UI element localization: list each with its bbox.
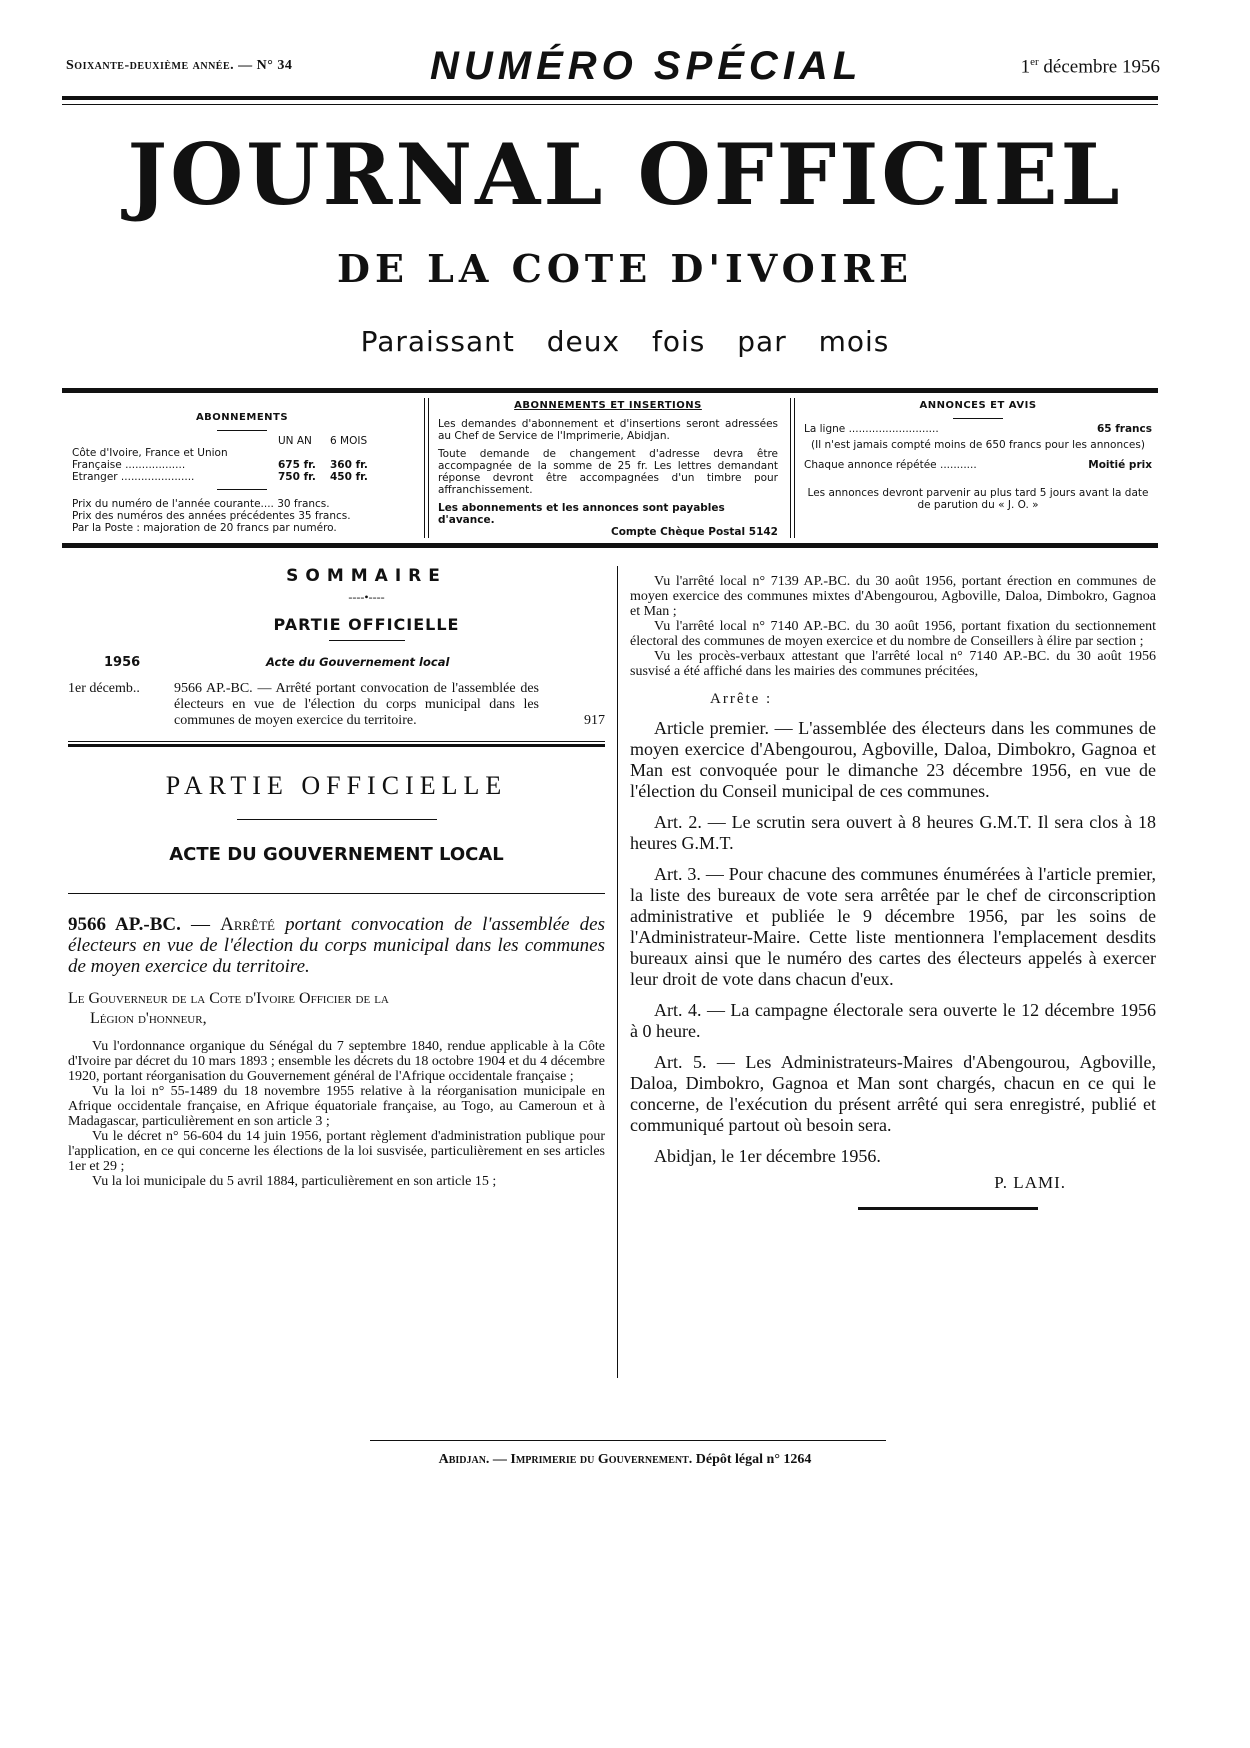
divider: [68, 893, 605, 894]
box-divider: [790, 398, 795, 538]
header-rule-thin: [62, 104, 1158, 105]
article-paragraph: Art. 4. — La campagne électorale sera ouverte le 12 décembre 1956 à 0 heure.: [630, 1000, 1156, 1041]
sommaire-entry: 1er décemb.. 9566 AP.-BC. — Arrêté portant convocation de l'assemblée des électeurs en vue de l'élection du corps municipal dans les communes de moyen exercice du territoire. 917: [68, 681, 605, 728]
sommaire-partie: PARTIE OFFICIELLE: [273, 615, 460, 634]
changement-adresse-text: Toute demande de changement d'adresse devra être accompagnée de la somme de 25 fr. Les lettres demandant réponse devront être accompagnées d'un timbre pour affranchissement.: [438, 448, 778, 496]
price-row: Côte d'Ivoire, France et Union: [72, 447, 228, 459]
article-paragraph: Article premier. — L'assemblée des électeurs dans les communes de moyen exercice d'Abengourou, Agboville, Daloa, Dimbokro, Gagnoa et Man est convoquée pour le dimanche 23 décembre 1956, en vue de l'élection du Conseil municipal de ces communes.: [630, 718, 1156, 801]
imprint-footer: Abidjan. — Imprimerie du Gouvernement. Dépôt légal n° 1264: [438, 1452, 812, 1467]
minimum-note: (Il n'est jamais compté moins de 650 francs pour les annonces): [811, 439, 1145, 451]
annonces-box: [804, 400, 1152, 536]
info-boxes: [72, 394, 1152, 542]
place-date: Abidjan, le 1er décembre 1956.: [654, 1146, 881, 1166]
right-column: [630, 574, 1156, 1210]
issue-header: [60, 44, 1160, 88]
tarif-repetee: Chaque annonce répétée ........... Moitié prix: [804, 459, 1152, 471]
ornament: ----•----: [348, 590, 385, 604]
boxes-top-rule: [62, 388, 1158, 393]
insertions-text: Les demandes d'abonnement et d'insertions seront adressées au Chef de Service de l'Imprimerie, Abidjan.: [438, 418, 778, 442]
visa-paragraph: Vu l'ordonnance organique du Sénégal du 7 septembre 1840, rendue applicable à la Côte d'Ivoire par décret du 10 mars 1893 ; ensemble les décrets du 18 octobre 1904 et du 4 décembre 1920, portant réorganisation du Gouvernement général de l'Afrique occidentale française ;: [68, 1039, 605, 1084]
article-paragraph: Art. 2. — Le scrutin sera ouvert à 8 heures G.M.T. Il sera clos à 18 heures G.M.T.: [630, 812, 1156, 853]
journal-subtitle: DE LA COTE D'IVOIRE: [337, 246, 913, 291]
arrete-label: Arrête :: [710, 691, 773, 707]
abonnements-box: [72, 400, 412, 536]
price-row: Etranger ...................... 750 fr. 450 fr.: [72, 471, 368, 483]
abonnements-heading: ABONNEMENTS: [195, 412, 289, 423]
visas-left: [68, 1039, 605, 1189]
divider: [217, 430, 267, 431]
price-row: Française .................. 675 fr. 360 fr.: [72, 459, 368, 471]
article-paragraph: Art. 3. — Pour chacune des communes énumérées à l'article premier, la liste des bureaux de vote sera arrêtée par le chef de circonscription administrative et publiée le 9 décembre 1956, par les soins de l'Administrateur-Maire. Cette liste mentionnera l'emplacement desdits bureaux ainsi que le numéro des cartes des électeurs appelés à exercer leur droit de vote dans chacun d'eux.: [630, 864, 1156, 989]
article-paragraph: Art. 5. — Les Administrateurs-Maires d'Abengourou, Agboville, Daloa, Dimbokro, Gagnoa et Man sont chargés, chacun en ce qui le concerne, de l'exécution du présent arrêté qui sera enregistré, publié et communiqué partout où besoin sera.: [630, 1052, 1156, 1135]
prix-anciens: Prix des numéros des années précédentes 35 francs.: [72, 510, 351, 522]
price-columns-header: UN AN 6 MOIS: [278, 435, 368, 447]
journal-title: JOURNAL OFFICIEL: [127, 125, 1123, 224]
gouverneur-line: Le Gouverneur de la Cote d'Ivoire Officier de la Légion d'honneur,: [68, 990, 389, 1027]
delai-annonces: Les annonces devront parvenir au plus tard 5 jours avant la date de parution du « J. O. »: [807, 487, 1149, 511]
footer-rule: [370, 1440, 886, 1441]
signature-rule: [858, 1207, 1038, 1210]
page-number: 917: [584, 713, 605, 728]
compte-postal: Compte Chèque Postal 5142: [611, 526, 778, 538]
divider: [217, 489, 267, 490]
left-column: [68, 566, 605, 1189]
visa-paragraph: Vu la loi n° 55-1489 du 18 novembre 1955 relative à la réorganisation municipale en Afrique occidentale française, en Afrique équatoriale française, au Togo, au Cameroun et à Madagascar, particulièrement en son article 3 ;: [68, 1084, 605, 1129]
tarif-ligne: La ligne ........................... 65 francs: [804, 423, 1152, 435]
special-issue-label: NUMÉRO SPÉCIAL: [430, 44, 863, 88]
sommaire-title: SOMMAIRE: [286, 566, 447, 586]
visa-paragraph: Vu l'arrêté local n° 7139 AP.-BC. du 30 août 1956, portant érection en communes de moyen exercice des communes mixtes d'Abengourou, Agboville, Daloa, Dimbokro, Gagnoa et Man ;: [630, 574, 1156, 619]
sommaire-year-row: 1956 Acte du Gouvernement local: [104, 655, 450, 670]
prix-poste: Par la Poste : majoration de 20 francs par numéro.: [72, 522, 337, 534]
column-divider: [617, 566, 618, 1378]
annonces-heading: ANNONCES ET AVIS: [919, 400, 1037, 411]
prix-numero: Prix du numéro de l'année courante.... 30 francs.: [72, 498, 330, 510]
visa-paragraph: Vu l'arrêté local n° 7140 AP.-BC. du 30 août 1956, portant fixation du sectionnement électoral des communes de moyen exercice et du nombre de Conseillers à élire par section ;: [630, 619, 1156, 649]
publication-frequency: Paraissant deux fois par mois: [360, 325, 890, 358]
header-rule: [62, 96, 1158, 100]
boxes-bottom-rule: [62, 543, 1158, 548]
insertions-box: [438, 400, 778, 536]
acte-heading: ACTE DU GOUVERNEMENT LOCAL: [169, 844, 504, 865]
insertions-heading: ABONNEMENTS ET INSERTIONS: [514, 400, 702, 411]
signature: P. LAMI.: [994, 1173, 1066, 1192]
divider: [953, 418, 1003, 419]
divider: [329, 640, 405, 641]
payment-terms: Les abonnements et les annonces sont payables d'avance. Compte Chèque Postal 5142: [438, 502, 778, 538]
box-divider: [424, 398, 429, 538]
arrete-title: 9566 AP.-BC. — Arrêté portant convocation de l'assemblée des électeurs en vue de l'élection du corps municipal dans les communes de moyen exercice du territoire.: [68, 914, 606, 977]
section-rule: [68, 741, 605, 747]
partie-officielle-heading: PARTIE OFFICIELLE: [165, 771, 508, 800]
edition-line: Soixante-deuxième année. — N° 34: [66, 58, 293, 73]
visa-paragraph: Vu les procès-verbaux attestant que l'arrêté local n° 7140 AP.-BC. du 30 août 1956 susvisé a été affiché dans les mairies des communes précitées,: [630, 649, 1156, 679]
visa-paragraph: Vu la loi municipale du 5 avril 1884, particulièrement en son article 15 ;: [92, 1174, 497, 1189]
issue-date: 1er décembre 1956: [1020, 56, 1160, 78]
divider: [237, 819, 437, 820]
visa-paragraph: Vu le décret n° 56-604 du 14 juin 1956, portant règlement d'administration publique pour l'application, en ce qui concerne les élections de la loi susvisée, particulièrement en ses articles 1er et 29 ;: [68, 1129, 605, 1174]
